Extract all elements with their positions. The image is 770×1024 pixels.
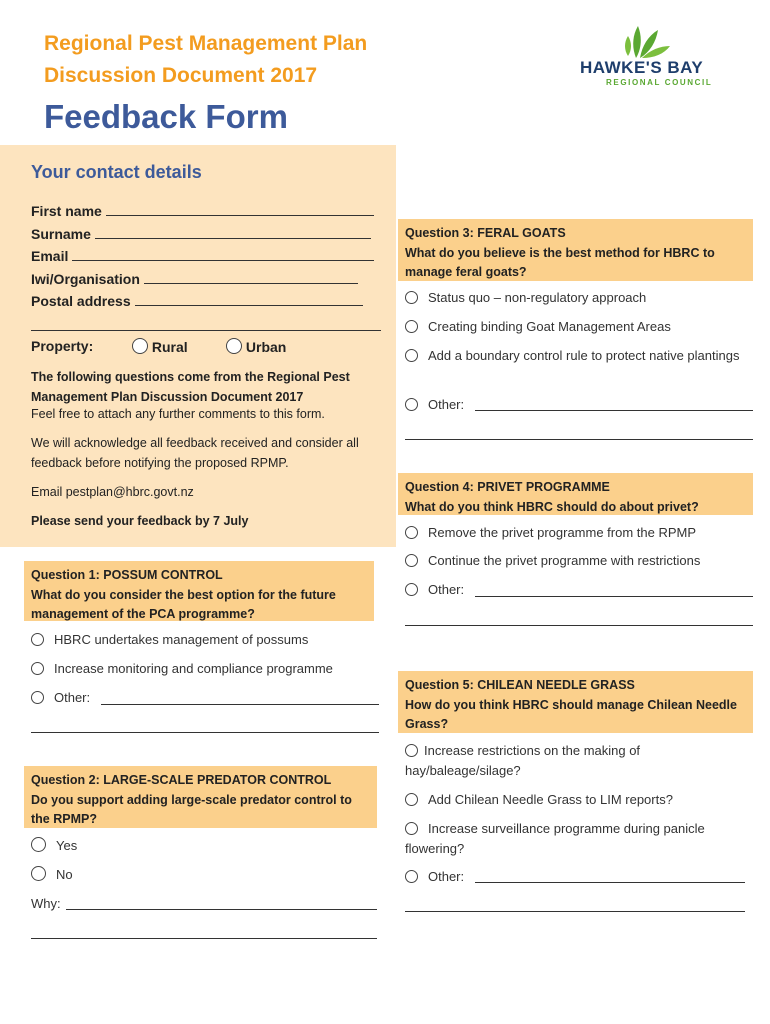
first-name-line[interactable] — [106, 203, 374, 216]
attach-text: Feel free to attach any further comments to this form. — [31, 407, 325, 421]
header-line-2: Discussion Document 2017 — [44, 64, 318, 87]
q3-other-line[interactable] — [475, 410, 753, 411]
logo-subtitle: REGIONAL COUNCIL — [606, 78, 713, 87]
q3-option-3[interactable] — [405, 346, 753, 366]
q2-why-line[interactable] — [66, 909, 377, 910]
q3-radio-1[interactable] — [405, 291, 418, 304]
q5-option-3-label: Increase surveillance programme during panicle flowering? — [405, 821, 705, 856]
q1-question: What do you consider the best option for the future management of the PCA programme? — [31, 587, 336, 621]
property-label: Property: — [31, 338, 94, 354]
q1-radio-1[interactable] — [31, 633, 44, 646]
q5-option-other[interactable] — [405, 867, 464, 887]
q5-radio-2[interactable] — [405, 793, 418, 806]
urban-radio[interactable] — [226, 338, 242, 354]
email-line[interactable] — [72, 248, 374, 261]
property-row — [31, 338, 93, 354]
email-field[interactable] — [31, 248, 374, 264]
logo-name: HAWKE'S BAY — [580, 58, 704, 77]
q2-why-label: Why: — [31, 896, 61, 911]
intro-text: The following questions come from the Regional Pest Management Plan Discussion Document 2017 — [31, 370, 350, 404]
q1-box — [24, 561, 374, 621]
q5-box — [398, 671, 753, 733]
q4-option-1-label: Remove the privet programme from the RPMP — [428, 525, 697, 540]
leaf-icon — [622, 22, 682, 60]
q4-question: What do you think HBRC should do about privet? — [405, 499, 699, 514]
q4-box — [398, 473, 753, 515]
postal-field[interactable] — [31, 293, 363, 309]
q4-radio-2[interactable] — [405, 554, 418, 567]
acknowledge-text: We will acknowledge all feedback received and consider all feedback before notifying the proposed RPMP. — [31, 436, 359, 470]
q5-other-line-2[interactable] — [405, 911, 745, 912]
q4-option-other[interactable] — [405, 580, 464, 600]
q2-title: Question 2: LARGE-SCALE PREDATOR CONTROL — [31, 773, 332, 787]
q4-radio-3[interactable] — [405, 583, 418, 596]
surname-field[interactable] — [31, 226, 371, 242]
postal-label: Postal address — [31, 293, 131, 309]
q5-radio-1[interactable] — [405, 744, 418, 757]
q1-option-1-label: HBRC undertakes management of possums — [54, 632, 309, 647]
iwi-line[interactable] — [144, 271, 358, 284]
q5-radio-4[interactable] — [405, 870, 418, 883]
rural-option[interactable] — [132, 338, 188, 355]
hbrc-logo — [578, 22, 738, 92]
q3-radio-4[interactable] — [405, 398, 418, 411]
q3-option-2[interactable] — [405, 317, 671, 337]
deadline-text: Please send your feedback by 7 July — [31, 514, 249, 528]
iwi-field[interactable] — [31, 271, 358, 287]
q5-option-1-label: Increase restrictions on the making of hay/baleage/silage? — [405, 743, 641, 778]
q4-radio-1[interactable] — [405, 526, 418, 539]
q3-option-2-label: Creating binding Goat Management Areas — [428, 319, 671, 334]
q2-no-label: No — [56, 867, 73, 882]
q5-option-3[interactable] — [405, 819, 750, 858]
q3-option-3-label: Add a boundary control rule to protect native plantings — [428, 348, 740, 363]
q3-option-1[interactable] — [405, 288, 646, 308]
q3-question: What do you believe is the best method for HBRC to manage feral goats? — [405, 245, 715, 279]
q5-option-2[interactable] — [405, 790, 673, 810]
q2-radio-no[interactable] — [31, 866, 46, 881]
q2-box — [24, 766, 377, 828]
q2-option-no[interactable] — [31, 865, 73, 885]
q2-yes-label: Yes — [56, 838, 78, 853]
q4-option-1[interactable] — [405, 523, 696, 543]
q3-other-label: Other: — [428, 397, 465, 412]
q3-radio-3[interactable] — [405, 349, 418, 362]
q5-option-1[interactable] — [405, 741, 695, 780]
rural-label: Rural — [151, 339, 188, 355]
iwi-label: Iwi/Organisation — [31, 271, 140, 287]
page-title: Feedback Form — [44, 98, 288, 135]
header-line-1: Regional Pest Management Plan — [44, 32, 368, 55]
q3-radio-2[interactable] — [405, 320, 418, 333]
q2-why-line-2[interactable] — [31, 938, 377, 939]
q4-other-line[interactable] — [475, 596, 753, 597]
q3-title: Question 3: FERAL GOATS — [405, 226, 566, 240]
q1-radio-3[interactable] — [31, 691, 44, 704]
q5-option-2-label: Add Chilean Needle Grass to LIM reports? — [428, 792, 673, 807]
q3-other-line-2[interactable] — [405, 439, 753, 440]
urban-label: Urban — [245, 339, 287, 355]
surname-line[interactable] — [95, 226, 371, 239]
q5-title: Question 5: CHILEAN NEEDLE GRASS — [405, 678, 635, 692]
postal-line[interactable] — [135, 293, 363, 306]
q1-option-2-label: Increase monitoring and compliance programme — [54, 661, 333, 676]
q1-other-label: Other: — [54, 690, 91, 705]
q1-option-1[interactable] — [31, 630, 308, 650]
q4-option-2-label: Continue the privet programme with restrictions — [428, 553, 701, 568]
rural-radio[interactable] — [132, 338, 148, 354]
q2-option-yes[interactable] — [31, 836, 77, 856]
postal-line-2[interactable] — [31, 330, 381, 331]
q1-other-line-2[interactable] — [31, 732, 379, 733]
q2-question: Do you support adding large-scale predator control to the RPMP? — [31, 792, 352, 826]
q1-other-line[interactable] — [101, 704, 379, 705]
q1-radio-2[interactable] — [31, 662, 44, 675]
q2-radio-yes[interactable] — [31, 837, 46, 852]
q4-option-2[interactable] — [405, 551, 700, 571]
q5-other-line[interactable] — [475, 882, 745, 883]
q4-other-label: Other: — [428, 582, 465, 597]
first-name-field[interactable] — [31, 203, 374, 219]
email-label: Email — [31, 248, 69, 264]
contact-heading: Your contact details — [31, 162, 202, 182]
q3-option-1-label: Status quo – non-regulatory approach — [428, 290, 647, 305]
q1-option-2[interactable] — [31, 659, 333, 679]
q5-question: How do you think HBRC should manage Chilean Needle Grass? — [405, 697, 737, 731]
surname-label: Surname — [31, 226, 91, 242]
first-name-label: First name — [31, 203, 102, 219]
email-info: Email pestplan@hbrc.govt.nz — [31, 485, 194, 499]
q4-title: Question 4: PRIVET PROGRAMME — [405, 480, 610, 494]
q5-radio-3[interactable] — [405, 822, 418, 835]
q4-other-line-2[interactable] — [405, 625, 753, 626]
urban-option[interactable] — [226, 338, 286, 355]
q5-other-label: Other: — [428, 869, 465, 884]
q3-option-other[interactable] — [405, 395, 464, 415]
q3-box — [398, 219, 753, 281]
q1-title: Question 1: POSSUM CONTROL — [31, 568, 223, 582]
